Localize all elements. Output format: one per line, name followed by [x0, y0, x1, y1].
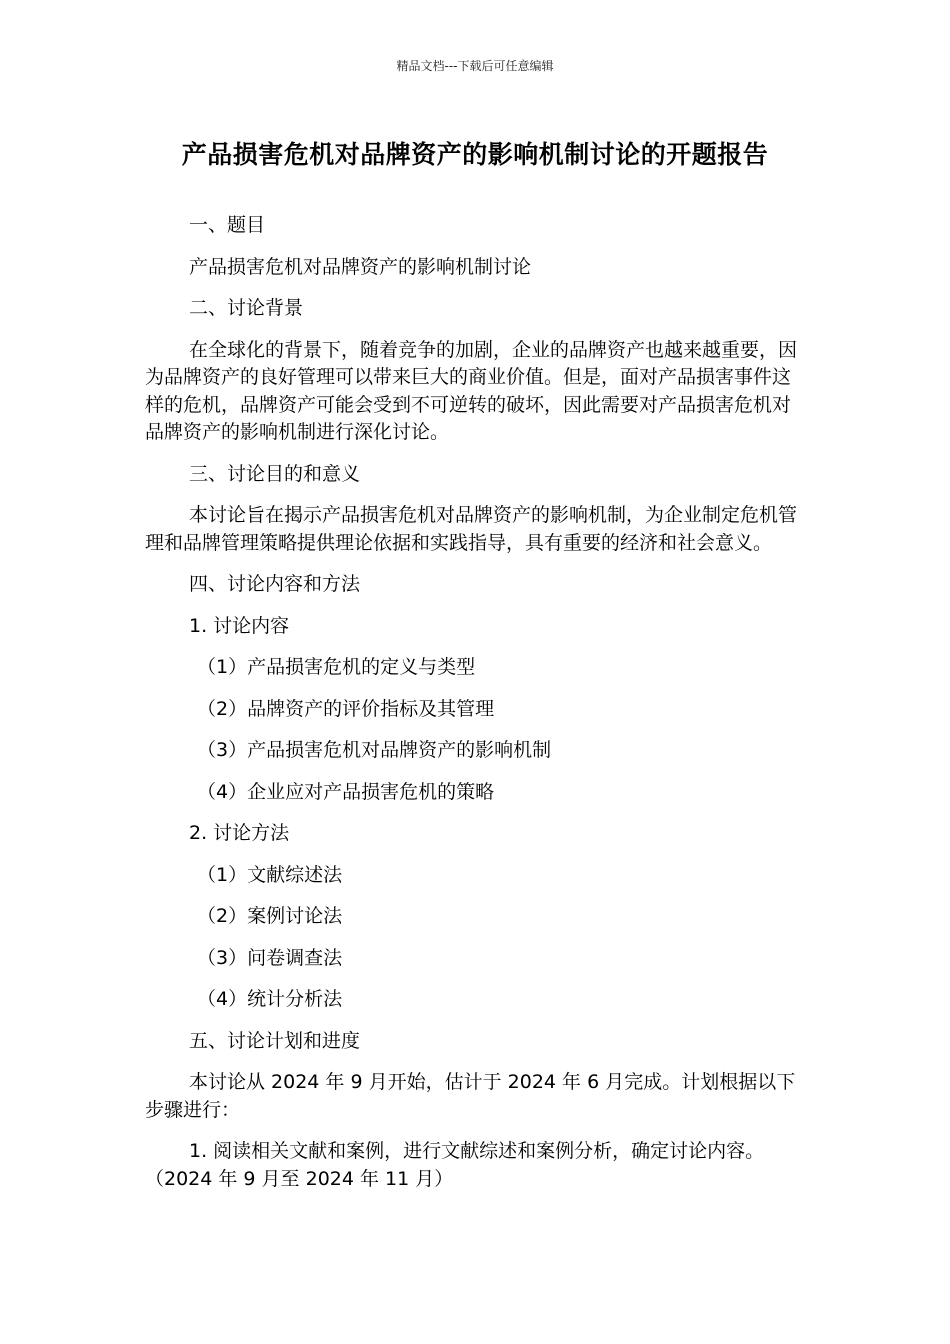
paragraph: 本讨论旨在揭示产品损害危机对品牌资产的影响机制，为企业制定危机管理和品牌管理策略提供理论依据和实践指导，具有重要的经济和社会意义。	[145, 504, 798, 554]
list-item: （1）文献综述法	[197, 863, 343, 886]
list-item: （4）企业应对产品损害危机的策略	[197, 780, 495, 803]
document-title: 产品损害危机对品牌资产的影响机制讨论的开题报告	[181, 140, 769, 169]
section-heading-plan: 五、讨论计划和进度	[189, 1029, 361, 1052]
section-heading-purpose: 三、讨论目的和意义	[189, 462, 361, 485]
page-header: 精品文档---下载后可任意编辑	[396, 59, 554, 73]
paragraph: 本讨论从 2024 年 9 月开始，估计于 2024 年 6 月完成。计划根据以下步骤进行：	[145, 1071, 796, 1121]
paragraph: 在全球化的背景下，随着竞争的加剧，企业的品牌资产也越来越重要，因为品牌资产的良好管理可以带来巨大的商业价值。但是，面对产品损害事件这样的危机，品牌资产可能会受到不可逆转的破坏，因此需要对产品损害危机对品牌资产的影响机制进行深化讨论。	[145, 338, 798, 443]
list-item: （2）品牌资产的评价指标及其管理	[197, 697, 495, 720]
list-item: （1）产品损害危机的定义与类型	[197, 656, 476, 678]
list-item: （3）产品损害危机对品牌资产的影响机制	[197, 739, 552, 761]
list-item: （3）问卷调查法	[197, 946, 343, 969]
document-body	[145, 212, 805, 1207]
plan-step: 1. 阅读相关文献和案例，进行文献综述和案例分析，确定讨论内容。（2024 年 9 月至 2024 年 11 月）	[145, 1140, 765, 1190]
list-item: （4）统计分析法	[197, 988, 343, 1010]
subheading: 1. 讨论内容	[189, 614, 290, 637]
paragraph: 产品损害危机对品牌资产的影响机制讨论	[189, 255, 532, 278]
list-item: （2）案例讨论法	[197, 905, 343, 927]
section-heading-topic: 一、题目	[189, 214, 266, 236]
section-heading-background: 二、讨论背景	[189, 297, 304, 319]
subheading: 2. 讨论方法	[189, 822, 290, 844]
section-heading-content-method: 四、讨论内容和方法	[189, 573, 361, 595]
